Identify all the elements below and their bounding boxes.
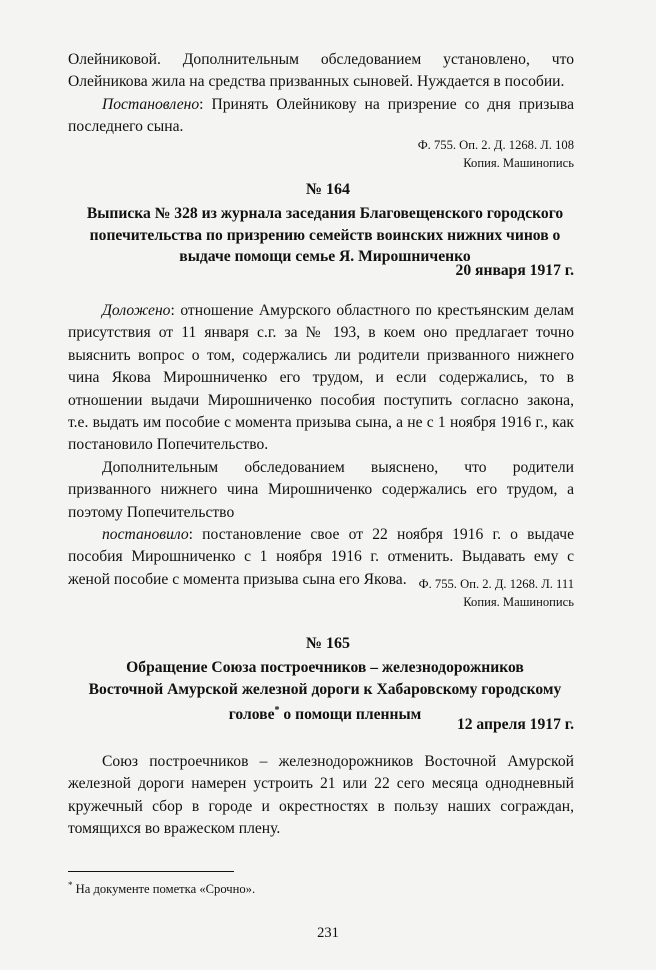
document-date: 12 апреля 1917 г. (456, 716, 574, 733)
text-line: чина Якова Мирошниченко его трудом, и если содержались, то в (68, 369, 574, 387)
text-line: отношении выдачи Мирошниченко пособия поступить согласно закона, (68, 391, 574, 409)
text-line: томящихся во вражеском плену. (68, 820, 281, 838)
text-line: женой пособие с момента призыва сына его Якова. (68, 570, 407, 588)
document-number: № 165 (305, 635, 351, 652)
footnote (68, 880, 255, 897)
text-line: призванного нижнего чина Мирошниченко содержались его трудом, а (68, 481, 574, 499)
archive-source: Ф. 755. Оп. 2. Д. 1268. Л. 108 (417, 138, 574, 152)
archive-copy-note: Копия. Машинопись (463, 594, 574, 609)
text-line: кружечный сбор в городе и окрестностях в пользу наших сограждан, (68, 797, 574, 815)
document-title: Выписка № 328 из журнала заседания Благовещенского городского попечительства по призрению семейств воинских нижних чинов о выдаче помощи семье Я. Мирошниченко (86, 205, 564, 265)
document-body (68, 751, 574, 841)
text-line: поэтому Попечительство (68, 503, 235, 521)
text-line: железной дороги намерен устроить 21 или 22 сего месяца однодневный (68, 775, 574, 793)
document-title: Обращение Союза построечников – железнодорожников Восточной Амурской железной дороги к Хабаровскому городскому голове* о помощи пленным (88, 659, 562, 724)
resolution-label: Постановлено (102, 95, 200, 113)
text-line: Олейникова жила на средства призванных сыновей. Нуждается в пособии. (68, 73, 565, 91)
text-line: Доложено: отношение Амурского областного по крестьянским делам (102, 302, 574, 319)
document-body (68, 300, 574, 591)
text-line: выяснить вопрос о том, содержались ли родители призванного нижнего (68, 346, 574, 364)
footnote-divider (68, 871, 234, 872)
document-date: 20 января 1917 г. (455, 262, 574, 279)
footnote-text: На документе пометка «Срочно». (72, 882, 256, 897)
text-line: постановило Попечительство. (68, 436, 269, 454)
text-line: т.е. выдать им пособие с момента призыва сына, а не с 1 ноября 1916 г., как (68, 414, 574, 432)
reported-label: Доложено (102, 302, 171, 319)
continuation-paragraph (68, 49, 574, 139)
text-line: пособия Мирошниченко с 1 ноября 1916 г. отменить. Выдавать ему с (68, 548, 574, 566)
text-line: Олейниковой. Дополнительным обследованием установлено, что (68, 51, 574, 68)
text-line: постановило: постановление свое от 22 ноября 1916 г. о выдаче (102, 526, 574, 544)
text-line: Союз построечников – железнодорожников Восточной Амурской (102, 753, 574, 770)
resolution-line: Постановлено: Принять Олейникову на призрение со дня призыва (102, 95, 574, 113)
text-line: Дополнительным обследованием выяснено, что родители (102, 458, 574, 476)
footnote-marker: * (68, 880, 73, 890)
archive-reference (418, 137, 574, 172)
decision-label: постановило (102, 526, 189, 544)
text-line: последнего сына. (68, 118, 184, 136)
footnote-marker: * (274, 705, 280, 716)
archive-reference (419, 576, 574, 611)
archive-copy-note: Копия. Машинопись (463, 155, 574, 170)
archive-source: Ф. 755. Оп. 2. Д. 1268. Л. 111 (418, 577, 574, 591)
document-number: № 164 (305, 181, 351, 198)
page-number: 231 (317, 925, 339, 941)
text-line: присутствия от 11 января с.г. за № 193, в коем оно предлагает точно (68, 324, 574, 342)
